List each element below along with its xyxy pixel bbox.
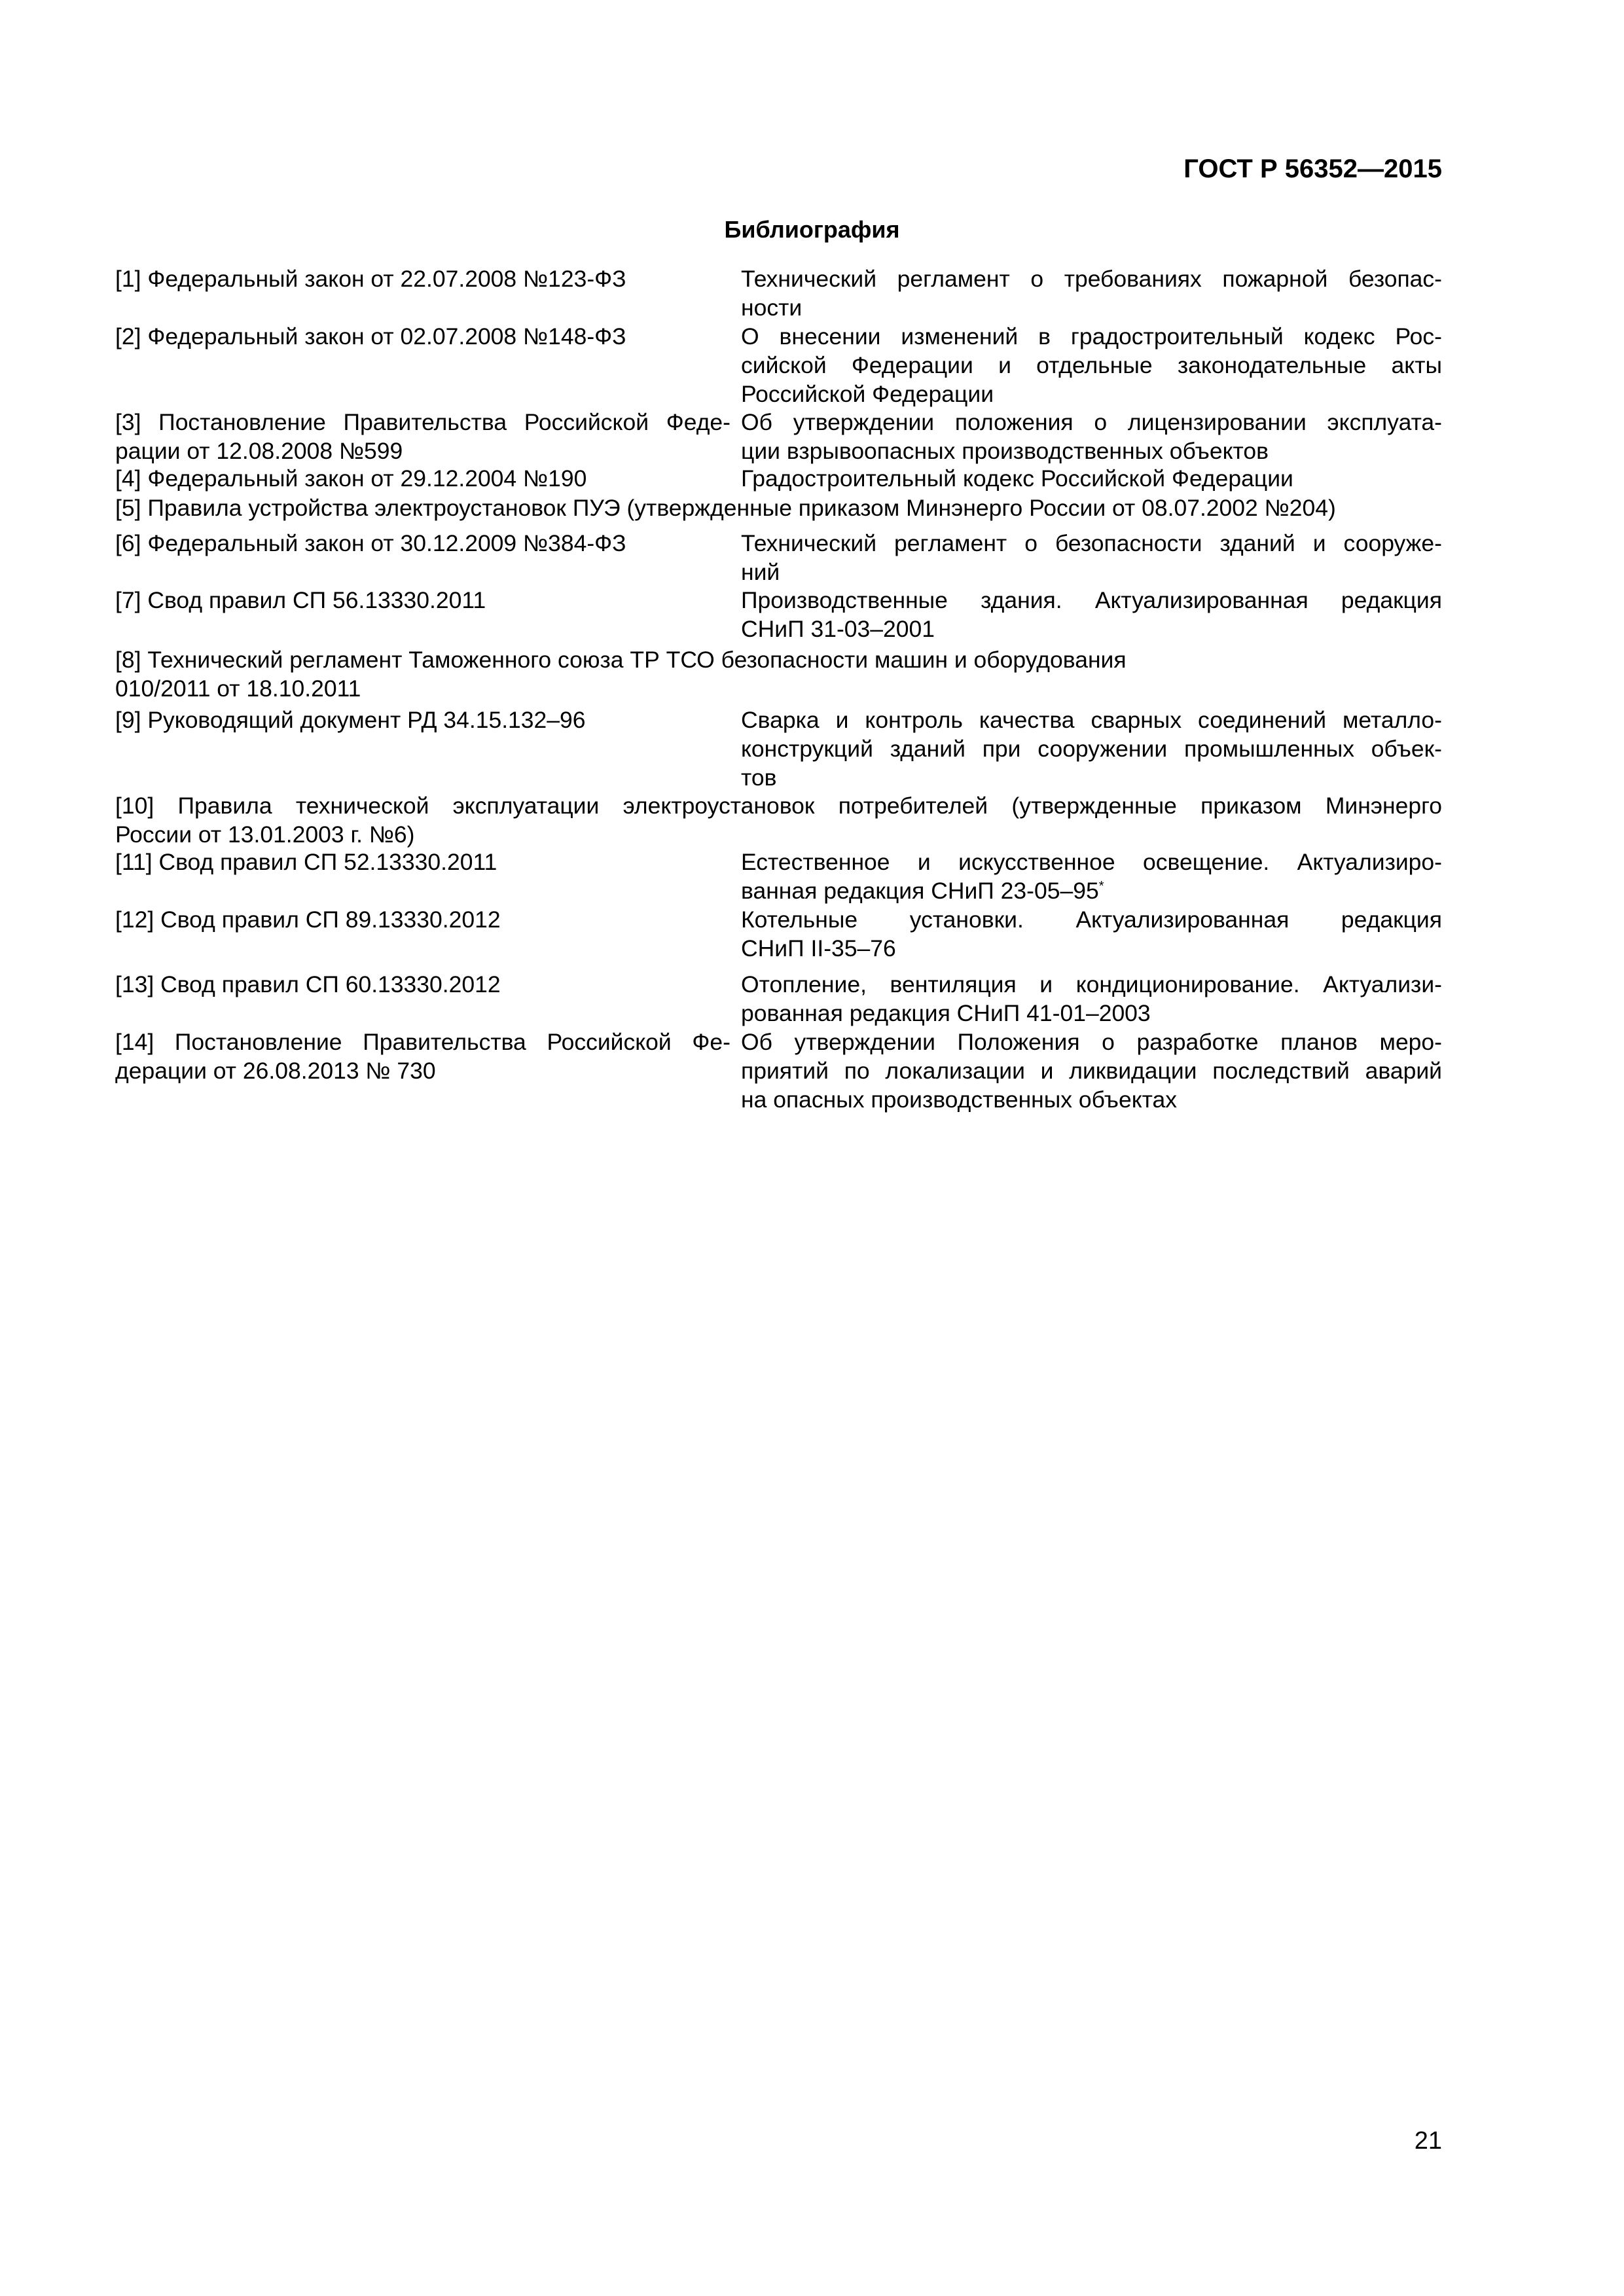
entry-text-line: Естественное и искусственное освещение. Актуализиро- <box>741 849 1442 875</box>
entry-text-line: [1] Федеральный закон от 22.07.2008 №123-ФЗ <box>115 266 626 292</box>
entry-reference <box>115 464 731 493</box>
entry-text-line: дерации от 26.08.2013 № 730 <box>115 1058 436 1084</box>
entry-text-line: [5] Правила устройства электроустановок ПУЭ (утвержденные приказом Минэнерго России от 08.07.2002 №204) <box>115 495 1336 521</box>
entry-text-line: Об утверждении Положения о разработке планов меро- <box>741 1029 1442 1055</box>
entry-text-line: рации от 12.08.2008 №599 <box>115 438 403 464</box>
entry-title <box>741 322 1442 408</box>
entry-reference <box>115 970 731 999</box>
entry-reference <box>115 408 731 465</box>
entry-text-line: приятий по локализации и ликвидации последствий аварий <box>741 1058 1442 1084</box>
entry-text-line: ванная редакция СНиП 23-05–95* <box>741 878 1104 904</box>
entry-text-line: СНиП II-35–76 <box>741 935 896 961</box>
entry-text-line: [4] Федеральный закон от 29.12.2004 №190 <box>115 465 587 492</box>
entry-text-line: ции взрывоопасных производственных объектов <box>741 438 1269 464</box>
entry-text-line: О внесении изменений в градостроительный кодекс Рос- <box>741 323 1442 350</box>
entry-text-line: сийской Федерации и отдельные законодательные акты <box>741 352 1442 378</box>
entry-text-line: ний <box>741 559 780 585</box>
entry-text-line: [8] Технический регламент Таможенного союза ТР ТСО безопасности машин и оборудования <box>115 647 1127 673</box>
entry-text-line: Котельные установки. Актуализированная редакция <box>741 906 1442 933</box>
section-title: Библиография <box>724 216 900 243</box>
entry-title <box>741 464 1442 493</box>
entry-text-line: Производственные здания. Актуализированная редакция <box>741 587 1442 613</box>
entry-reference <box>115 322 731 351</box>
entry-title <box>741 529 1442 586</box>
entry-text-line: [14] Постановление Правительства Российской Фе- <box>115 1029 731 1055</box>
entry-text-line: [10] Правила технической эксплуатации электроустановок потребителей (утвержденные приказом Минэнерго <box>115 793 1442 819</box>
entry-reference <box>115 905 731 934</box>
entry-text-line: рованная редакция СНиП 41-01–2003 <box>741 1000 1151 1026</box>
entry-text-line: [3] Постановление Правительства Российской Феде- <box>115 409 731 435</box>
entry-text-line: СНиП 31-03–2001 <box>741 616 935 642</box>
entry-text-line: Российской Федерации <box>741 381 994 407</box>
entry-text-line: [7] Свод правил СП 56.13330.2011 <box>115 587 486 613</box>
entry-title <box>741 905 1442 963</box>
entry-text-line: тов <box>741 764 777 791</box>
entry-title <box>741 264 1442 322</box>
entry-reference <box>115 586 731 615</box>
entry-text-line: 010/2011 от 18.10.2011 <box>115 675 361 702</box>
entry-reference-full <box>115 645 1442 703</box>
entry-title <box>741 848 1442 905</box>
entry-text-line: России от 13.01.2003 г. №6) <box>115 821 415 848</box>
entry-title <box>741 586 1442 643</box>
entry-reference-full <box>115 493 1442 522</box>
entry-text-line: Технический регламент о безопасности зданий и сооруже- <box>741 530 1442 556</box>
entry-text-line: на опасных производственных объектах <box>741 1086 1178 1113</box>
footnote-mark: * <box>1098 879 1104 894</box>
entry-title <box>741 970 1442 1028</box>
page-number: 21 <box>1414 2127 1442 2155</box>
entry-reference <box>115 264 731 293</box>
entry-reference-full <box>115 791 1442 849</box>
document-designation: ГОСТ Р 56352—2015 <box>1183 154 1442 183</box>
entry-text-line: [11] Свод правил СП 52.13330.2011 <box>115 849 497 875</box>
entry-text-line: [6] Федеральный закон от 30.12.2009 №384-ФЗ <box>115 530 626 556</box>
entry-text-line: Технический регламент о требованиях пожарной безопас- <box>741 266 1442 292</box>
entry-text-line: Градостроительный кодекс Российской Федерации <box>741 465 1293 492</box>
entry-reference <box>115 706 731 734</box>
entry-text-line: Отопление, вентиляция и кондиционирование. Актуализи- <box>741 971 1442 997</box>
entry-text-line: [13] Свод правил СП 60.13330.2012 <box>115 971 501 997</box>
entry-text-line: конструкций зданий при сооружении промышленных объек- <box>741 736 1442 762</box>
entry-reference <box>115 848 731 876</box>
entry-text-line: ности <box>741 295 803 321</box>
entry-text-line: [9] Руководящий документ РД 34.15.132–96 <box>115 707 586 733</box>
entry-title <box>741 1028 1442 1114</box>
entry-title <box>741 408 1442 465</box>
entry-reference <box>115 1028 731 1085</box>
entry-text-line: Сварка и контроль качества сварных соединений металло- <box>741 707 1442 733</box>
entry-text-line: [2] Федеральный закон от 02.07.2008 №148-ФЗ <box>115 323 626 350</box>
entry-text-line: Об утверждении положения о лицензировании эксплуата- <box>741 409 1442 435</box>
entry-text-line: [12] Свод правил СП 89.13330.2012 <box>115 906 501 933</box>
entry-title <box>741 706 1442 792</box>
entry-reference <box>115 529 731 558</box>
